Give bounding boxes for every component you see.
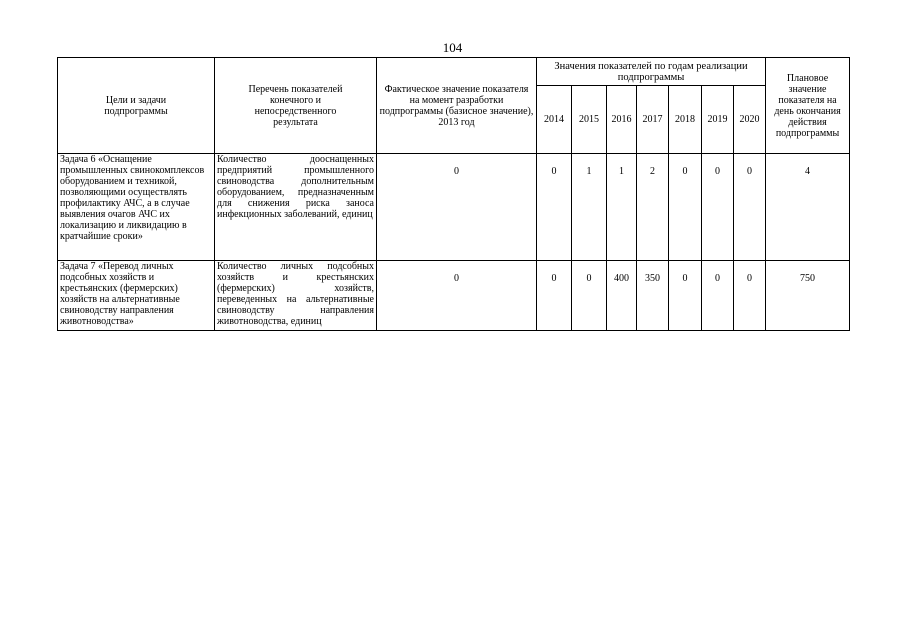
header-planned-value: Плановое значение показателя на день окончания действия подпрограммы [766,58,850,154]
year-value-cell: 2 [637,154,669,261]
header-years-group: Значения показателей по годам реализации подпрограммы [537,58,766,86]
indicator-cell: Количество личных подсобных хозяйств и крестьянских (фермерских) хозяйств, переведенных на альтернативные свиноводству направления животноводства, единиц [215,261,377,331]
year-value-cell: 1 [572,154,607,261]
indicator-cell: Количество дооснащенных предприятий промышленного свиноводства дополнительным оборудованием, предназначенным для снижения риска заноса инфекционных заболеваний, единиц [215,154,377,261]
header-year: 2017 [637,86,669,154]
year-value-cell: 1 [607,154,637,261]
header-year: 2014 [537,86,572,154]
header-year: 2016 [607,86,637,154]
header-year: 2015 [572,86,607,154]
year-value-cell: 0 [734,154,766,261]
year-value-cell: 350 [637,261,669,331]
header-goals: Цели и задачи подпрограммы [58,58,215,154]
header-year: 2018 [669,86,702,154]
table-row [58,261,850,331]
year-value-cell: 0 [537,154,572,261]
table-row [58,154,850,261]
year-value-cell: 0 [702,154,734,261]
year-value-cell: 0 [669,154,702,261]
planned-value-cell: 4 [766,154,850,261]
goal-cell: Задача 6 «Оснащение промышленных свинокомплексов оборудованием и техникой, позволяющими осуществлять профилактику АЧС, а в случае выявления очагов АЧС их локализацию и ликвидацию в кратчайшие сроки» [58,154,215,261]
year-value-cell: 400 [607,261,637,331]
header-year: 2020 [734,86,766,154]
year-value-cell: 0 [702,261,734,331]
year-value-cell: 0 [537,261,572,331]
year-value-cell: 0 [734,261,766,331]
actual-value-cell: 0 [377,154,537,261]
page-number: 104 [442,40,463,55]
year-value-cell: 0 [572,261,607,331]
goal-cell: Задача 7 «Перевод личных подсобных хозяйств и крестьянских (фермерских) хозяйств на альтернативные свиноводству направления животноводства» [58,261,215,331]
header-row [58,58,850,86]
actual-value-cell: 0 [377,261,537,331]
header-actual-value: Фактическое значение показателя на момент разработки подпрограммы (базисное значение), 2013 год [377,58,537,154]
year-value-cell: 0 [669,261,702,331]
header-indicators: Перечень показателей конечного и непосредственного результата [215,58,377,154]
planned-value-cell: 750 [766,261,850,331]
indicators-table [57,57,850,331]
header-year: 2019 [702,86,734,154]
